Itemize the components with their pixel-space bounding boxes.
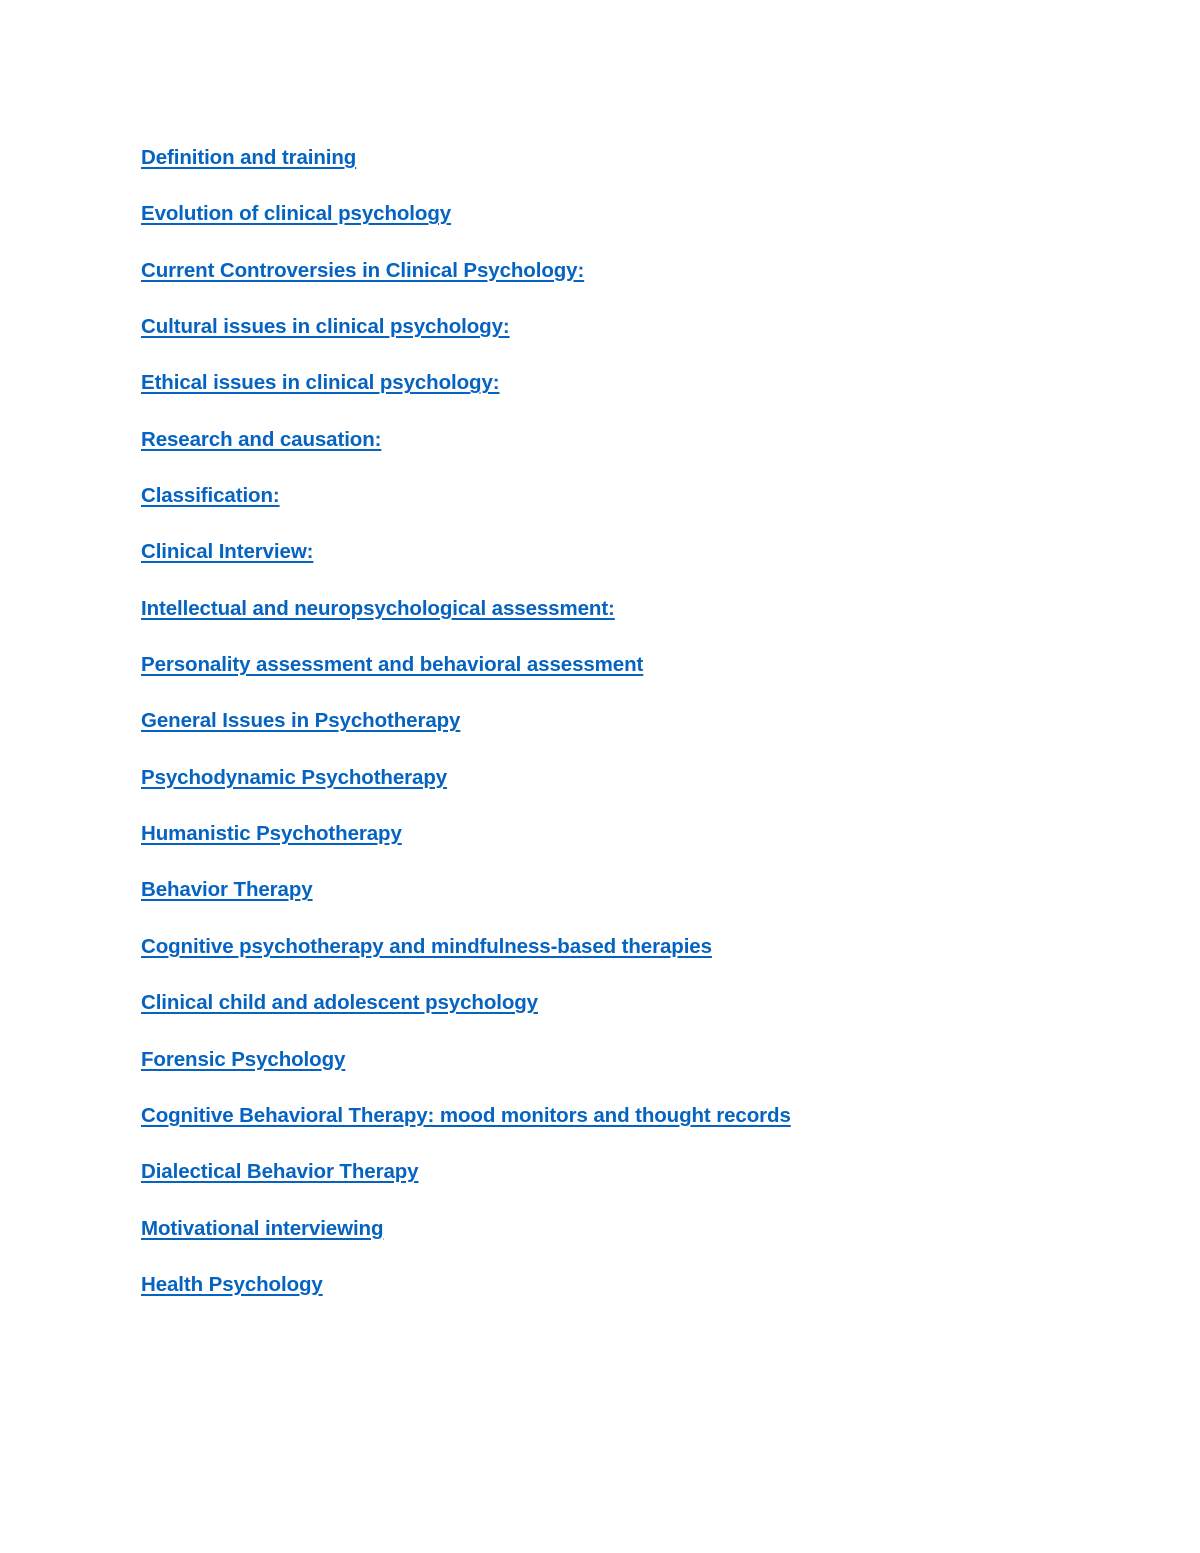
toc-item xyxy=(141,536,791,592)
toc-link-personality-assessment[interactable]: Personality assessment and behavioral assessment xyxy=(141,653,644,677)
toc-item xyxy=(141,311,791,367)
toc-link-psychodynamic-psychotherapy[interactable]: Psychodynamic Psychotherapy xyxy=(141,765,448,789)
toc-link-evolution[interactable]: Evolution of clinical psychology xyxy=(141,202,452,226)
toc-item xyxy=(141,142,791,198)
toc-link-dialectical-behavior-therapy[interactable]: Dialectical Behavior Therapy xyxy=(141,1160,419,1184)
toc-item xyxy=(141,480,791,536)
toc-item xyxy=(141,1156,791,1212)
toc-item xyxy=(141,198,791,254)
toc-item xyxy=(141,255,791,311)
toc-item xyxy=(141,705,791,761)
toc-link-cbt-mood-monitors[interactable]: Cognitive Behavioral Therapy: mood monitors and thought records xyxy=(141,1103,791,1127)
toc-link-research-and-causation[interactable]: Research and causation: xyxy=(141,427,382,451)
toc-link-classification[interactable]: Classification: xyxy=(141,484,280,508)
toc-link-forensic-psychology[interactable]: Forensic Psychology xyxy=(141,1047,346,1071)
toc-link-current-controversies[interactable]: Current Controversies in Clinical Psychology: xyxy=(141,258,585,282)
toc-link-cognitive-psychotherapy[interactable]: Cognitive psychotherapy and mindfulness-based therapies xyxy=(141,934,712,958)
toc-item xyxy=(141,367,791,423)
toc-link-motivational-interviewing[interactable]: Motivational interviewing xyxy=(141,1216,384,1240)
toc-link-intellectual-assessment[interactable]: Intellectual and neuropsychological assessment: xyxy=(141,596,615,620)
toc-link-health-psychology[interactable]: Health Psychology xyxy=(141,1272,323,1296)
toc-link-humanistic-psychotherapy[interactable]: Humanistic Psychotherapy xyxy=(141,822,402,846)
toc-link-general-issues-psychotherapy[interactable]: General Issues in Psychotherapy xyxy=(141,709,461,733)
toc-item xyxy=(141,593,791,649)
toc-link-definition-and-training[interactable]: Definition and training xyxy=(141,146,357,169)
toc-link-cultural-issues[interactable]: Cultural issues in clinical psychology: xyxy=(141,315,510,339)
toc-link-behavior-therapy[interactable]: Behavior Therapy xyxy=(141,878,313,902)
toc-item xyxy=(141,1044,791,1100)
toc-link-ethical-issues[interactable]: Ethical issues in clinical psychology: xyxy=(141,371,500,395)
toc-link-clinical-interview[interactable]: Clinical Interview: xyxy=(141,540,314,564)
toc-item xyxy=(141,1269,791,1325)
table-of-contents xyxy=(141,142,791,1325)
toc-item xyxy=(141,1100,791,1156)
toc-item xyxy=(141,424,791,480)
toc-item xyxy=(141,818,791,874)
toc-item xyxy=(141,931,791,987)
toc-item xyxy=(141,1213,791,1269)
toc-item xyxy=(141,649,791,705)
toc-item xyxy=(141,874,791,930)
toc-item xyxy=(141,762,791,818)
toc-link-clinical-child-adolescent[interactable]: Clinical child and adolescent psychology xyxy=(141,991,538,1015)
toc-item xyxy=(141,987,791,1043)
